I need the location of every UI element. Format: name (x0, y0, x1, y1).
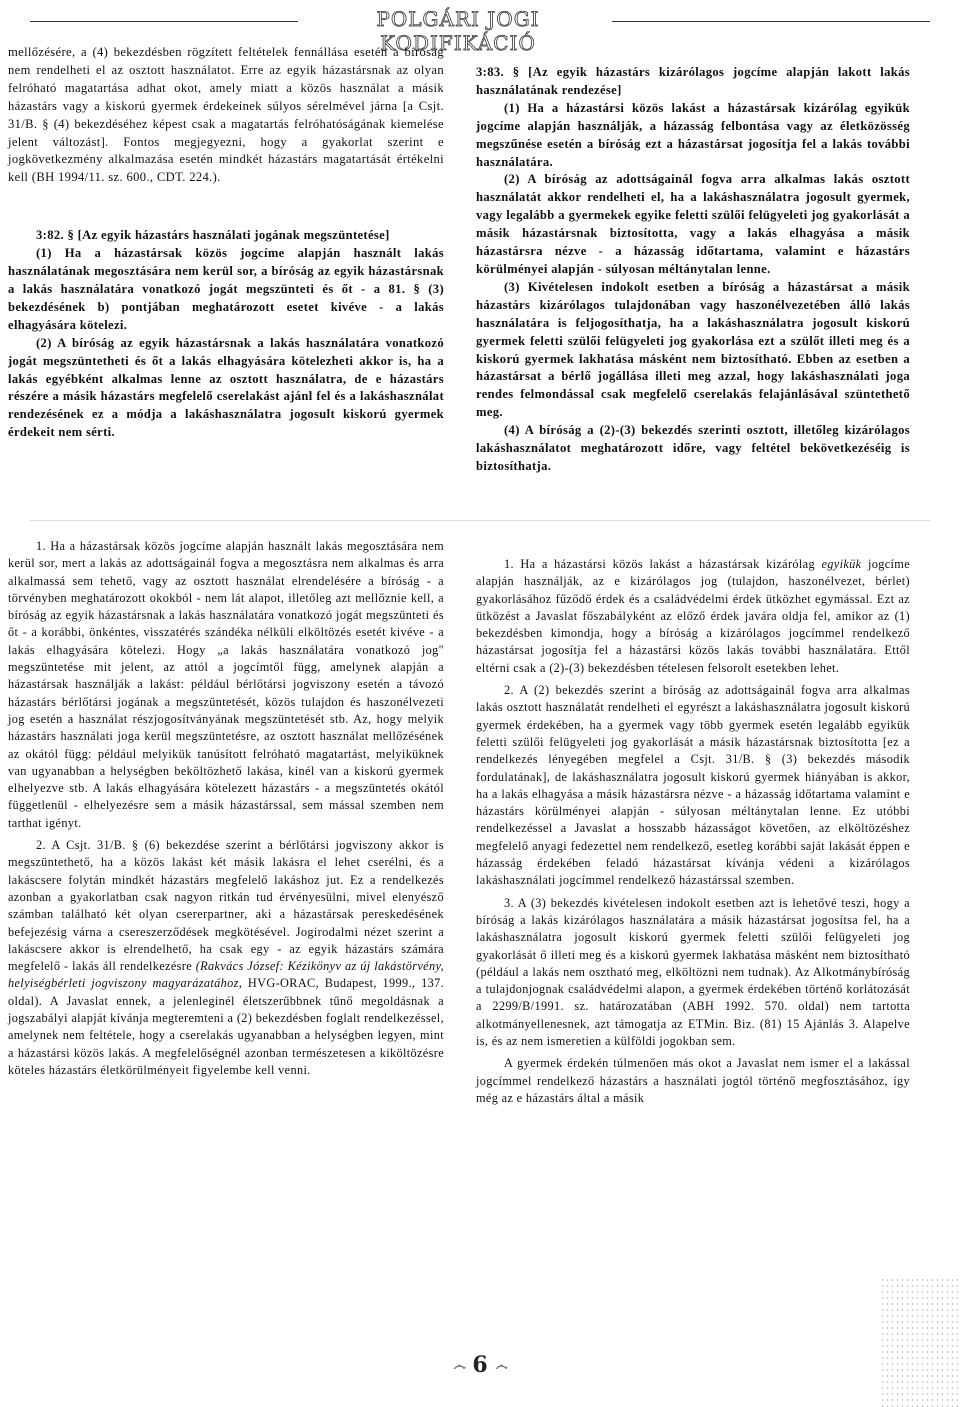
page-footer (0, 1352, 960, 1378)
ornament-left-icon: ෴ (453, 1358, 465, 1374)
header-rule-left (30, 21, 298, 22)
continued-paragraph: mellőzésére, a (4) bekezdésben rögzített feltételek fennállása esetén a bíróság nem rendelheti el az osztott használatot. Erre az egyik házastársnak az olyan felróható magatartása adhat okot, amely miatt a közös használat a másik házastárs vagy a kiskorú gyermek érdekeinek súlyos sérelmével járna [a Csjt. 31/B. § (4) bekezdéséhez képest csak a magatartás felróhatóságának kiemelése jelent változást]. Fontos megjegyezni, hogy a gyakorlat szerint e jogkövetkezmény alkalmazása esetén mindkét házastárs magatartását értékelni kell (BH 1994/11. sz. 600., CDT. 224.). (8, 45, 444, 185)
section-3-83-paragraph-2: (2) A bíróság az adottságainál fogva arra alkalmas lakás osztott használatát akkor rendelheti el, ha a lakáshasználatra jogosult gyermek, vagy legalább a gyermekek egyike feletti szülői felügyeleti jog gyakorlását a másik házastársnak biztosította, vagy a lakás elhagyása a másik házastársra nézve - a házasság időtartama, valamint e házastárs körülményei alapján - súlyosan méltánytalan lenne. (476, 172, 910, 276)
emphasis-word: egyikük (821, 557, 862, 571)
upper-left-column (8, 44, 444, 442)
section-3-83-paragraph-1: (1) Ha a házastársi közös lakást a házastársak kizárólag egyikük jogcíme alapján használják, a házasság felbontása vagy az életközösség megszűnése esetén a bíróság ezt a házastársat jogosítja fel a lakás további használatára. (476, 100, 910, 169)
header-rule-right (612, 21, 930, 22)
section-3-83-paragraph-3: (3) Kivételesen indokolt esetben a bíróság a házastársat a másik házastárs kizárólagos tulajdonában vagy haszonélvezetében álló lakás használatára is feljogosíthatja, ha a lakáshasználatra jogosult kiskorú gyermek feletti szülői felügyeleti jog gyakorlása ezt a szülőt illeti meg és a kiskorú gyermek lakhatása másként nem biztosítható. Ebben az esetben a házastársat a bérlő jogállása illeti meg azzal, hogy lakáshasználati joga rendes felmondással csak megfelelő cserelakás felajánlásával szüntethető meg. (476, 279, 910, 420)
commentary-note-r2: 2. A (2) bekezdés szerint a bíróság az adottságainál fogva arra alkalmas lakás osztott használatát rendelheti el egyrészt a lakáshasználatra jogosult kiskorú gyermek érdekében, ha a gyermek vagy több gyermek esetén legalább egyikük feletti szülői felügyeleti jog gyakorlását a másik házastársnak biztosította [ez a rendelkezés lényegében megfelel a Csjt. 31/B. § (3) bekezdés második fordulatának], de lakáshasználatra jogosult kiskorú gyermek hiányában is akkor, ha a lakás elhagyása a másik házastársra nézve - a házasság időtartama valamint e házastárs körülményei alapján - súlyosan méltánytalan lenne. Ez utóbbi rendelkezéssel a Javaslat a hosszabb házasságot követően, az elköltözéshez megfelelő anyagi fedezettel nem rendelkező, esetleg korábbi saját lakását éppen e házasság érdekében feladó házastársat kívánja védeni a kizárólagos lakáshasználati jogcímmel rendelkező házastárssal szemben. (476, 683, 910, 888)
commentary-note-2 (8, 837, 444, 1079)
section-heading-3-83: 3:83. § [Az egyik házastárs kizárólagos jogcíme alapján lakott lakás használatának rendezése] (476, 65, 910, 97)
section-divider (30, 520, 930, 521)
commentary-note-2-continued: HVG-ORAC, Budapest, 1999., 137. oldal). A Javaslat ennek, a jelenleginél életszerűbbnek tűnő megoldásnak a jogszabályi alapját kívánja megteremteni a (2) bekezdésben foglalt rendelkezéssel, amelynek nem feltétele, hogy a cserelakás ugyanabban a helységben legyen, mint a házastársi közös lakás. A megfelelőségnél azonban természetesen a kiköltözésre köteles házastárs életkörülményeit figyelembe kell venni. (8, 976, 444, 1077)
lower-right-column (476, 556, 910, 1107)
scan-noise (880, 1277, 960, 1407)
ornament-right-icon: ෴ (495, 1358, 507, 1374)
page-number: 6 (472, 1352, 488, 1378)
commentary-note-r3: 3. A (3) bekezdés kivételesen indokolt esetben azt is lehetővé teszi, hogy a bíróság a lakás kizárólagos használatára a másik házastársat jogosítsa fel, ha a lakáshasználatra jogosult kiskorú gyermek feletti szülői felügyeleti jog gyakorlását ő illeti meg és a kiskorú gyermek lakhatása másként nem biztosítható (például a lakás nem osztható meg, elköltözni nem tudnak). Az Alkotmánybíróság a tulajdonjognak családvédelmi alapon, a gyermek érdekében történő korlátozását a 2299/B/1991. sz. határozatában (ABH 1992. 570. oldal) nem tartotta alkotmányellenesnek, azt támogatja az ETMin. Biz. (81) 15 Ajánlás 3. Alapelve is, és az nem ismeretien a külföldi jogokban sem. (476, 895, 910, 1049)
commentary-note-r4: A gyermek érdekén túlmenően más okot a Javaslat nem ismer el a lakással jogcímmel rendelkező házastárs a használati jogtól történő megfosztásához, így még az e házastárs által a másik (476, 1056, 910, 1105)
section-3-83-paragraph-4: (4) A bíróság a (2)-(3) bekezdés szerinti osztott, illetőleg kizárólagos lakáshasználatot meghatározott időre, vagy feltétel bekövetkezéséig is biztosíthatja. (476, 423, 910, 473)
lower-left-column (8, 538, 444, 1079)
section-3-82-paragraph-1: (1) Ha a házastársak közös jogcíme alapján használt lakás használatának megosztására nem kerül sor, a bíróság az egyik házastársnak a lakás használatára vonatkozó jogát megszünteti és őt - a 81. § (3) bekezdésének b) pontjában meghatározott esetet kivéve - a lakás elhagyására kötelezi. (8, 246, 444, 332)
commentary-note-r1-continued: jogcíme alapján használják, az e kizárólagos jog (tulajdon, haszonélvezet, bérlet) gyakorlásához fűződő érdek és a családvédelmi érdek ütközhet egymással. Ezt az ütközést a Javaslat főszabályként az előző érdek javára oldja fel, amikor az (1) bekezdésben kimondja, hogy a bíróság a kizárólagos jogcímmel rendelkező házastársat jogosítja fel a házastársi közös lakás további használatára. Ettől eltérni csak a (2)-(3) bekezdésben tételesen felsorolt esetekben lehet. (476, 557, 910, 675)
commentary-note-2-text: 2. A Csjt. 31/B. § (6) bekezdése szerint a bérlőtársi jogviszony akkor is megszüntethető, ha a közös lakást két másik lakásra el lehet cserélni, és a lakáscsere folytán mindkét házastárs megfelelő lakáshoz jut. Ez a rendelkezés azonban a gyakorlatban csak nagyon ritkán tud érvényesülni, mivel elenyésző számban található két olyan csererpartner, aki a házastársak pereskedésének befejezésig várna a csereszerződések megkötésével. Jogirodalmi nézet szerint a lakáscsere akkor is elrendelhető, ha csak egy - az egyik házastárs számára megfelelő - lakás áll rendelkezésre (8, 838, 444, 974)
running-header: POLGÁRI JOGI KODIFIKÁCIÓ (376, 7, 540, 55)
commentary-note-1: 1. Ha a házastársak közös jogcíme alapján használt lakás megosztására nem kerül sor, mert a lakás az adottságainál fogva a megosztásra nem alkalmas és arra alkalmassá sem tehető, vagy az osztott használat elrendelésére a bíróság - a törvényben meghatározott okokból - nem lát alapot, illetőleg azt mellőznie kell, a bíróság az egyik házastársnak a lakás használatára vonatkozó jogát megszünteti és őt - a korábbi, önkéntes, visszatérés szándéka nélküli elköltözés esetét kivéve - a lakás elhagyására kötelezi. Hogy „a lakás használatára vonatkozó jog" megszüntetése mit jelent, az attól a jogcímtől függ, amelynek alapján a házastársak használják a lakást: például bérlőtársi jogviszony esetén a távozó házastárs bérlőtársi jogának a megszüntetését, közös tulajdon és haszonélvezeti jog esetén a használat részjogosítványának megszüntetését stb. Az, hogy melyik házastárs használati joga kerül megszüntetésre, az osztott használat mellőzésének az okától függ: például melyikük tanúsított felróható magatartást, melyiküknek van ugyanabban a helységben beköltözhető lakása, kinél van a kiskorú gyermek elhelyezve stb. A lakás elhagyására kötelezett házastárs - a megszüntetés okától függetlenül - elhelyezésre sem a másik házastárssal, sem mással szemben nem tarthat igényt. (8, 539, 444, 830)
commentary-note-r1-text: 1. Ha a házastársi közös lakást a házastársak kizárólag (504, 557, 815, 571)
commentary-note-r1 (476, 556, 910, 677)
upper-right-column (476, 64, 910, 476)
section-3-82-paragraph-2: (2) A bíróság az egyik házastársnak a lakás használatára vonatkozó jogát megszüntetheti és őt a lakás elhagyására kötelezheti akkor is, ha a lakás egyébként alkalmas lenne az osztott használatra, de e házastárs részére a másik házastárs megfelelő cserelakást ajánl fel és a lakáshasználat rendezésének ez a módja a lakáshasználatra jogosult kiskorú gyermek érdekeit nem sérti. (8, 335, 444, 440)
literature-reference: (Rakvács József: Kézikönyv az új lakástörvény, helyiségbérleti jogviszony magyarázatához, (8, 959, 445, 991)
section-heading-3-82: 3:82. § [Az egyik házastárs használati jogának megszüntetése] (36, 228, 390, 243)
